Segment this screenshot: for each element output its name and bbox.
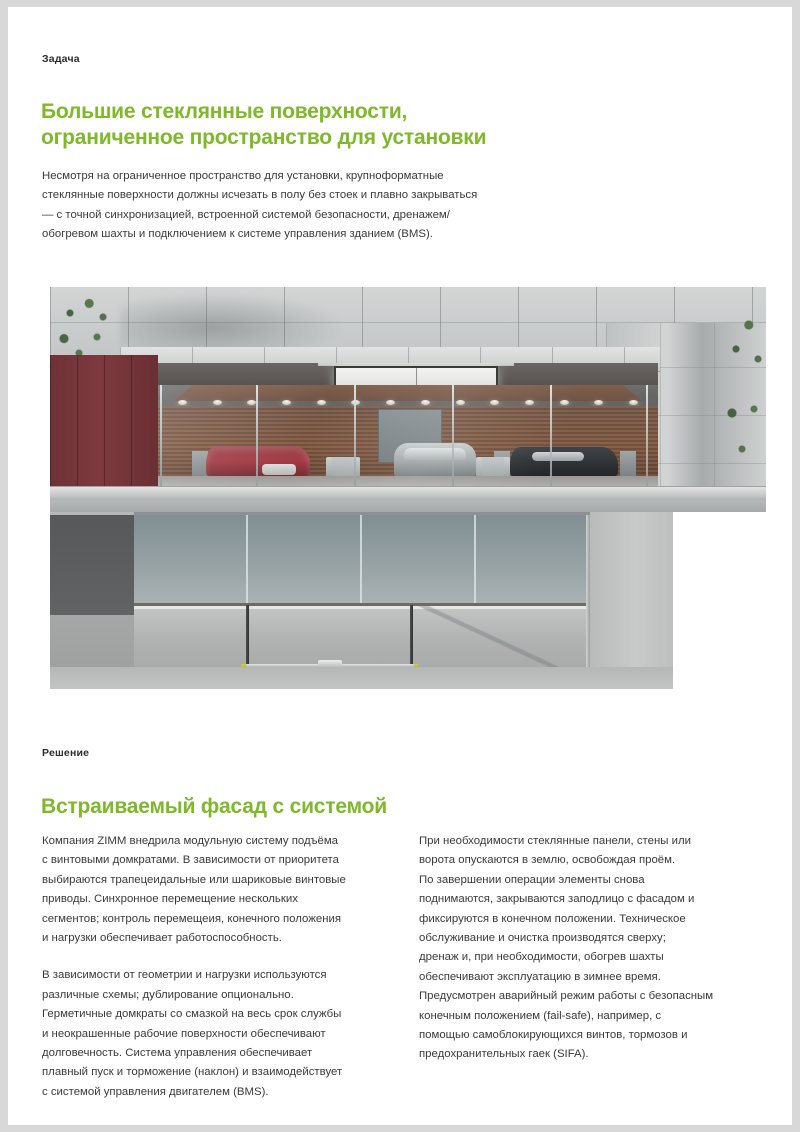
glass-mullion	[246, 515, 248, 603]
text-line: и неокрашенные рабочие поверхности обеспечивают	[42, 1027, 326, 1040]
red-wall-panel	[50, 355, 158, 486]
text-line: Предусмотрен аварийный режим работы с безопасным	[419, 990, 714, 1003]
text-line: помощью самоблокирующихся винтов, тормозов и	[419, 1029, 688, 1042]
figure-lower-shaft	[50, 512, 673, 689]
text-line: различные схемы; дублирование опционально.	[42, 988, 294, 1001]
text-line: долговечность. Система управления обеспечивает	[42, 1047, 313, 1060]
spotlight-icon	[213, 400, 222, 405]
dark-sports-car	[510, 447, 618, 477]
glass-mullion	[474, 515, 476, 603]
armchair	[326, 457, 360, 477]
shaft-dark-panel	[50, 515, 134, 615]
text-line: ворота опускаются в землю, освобождая проём.	[419, 854, 676, 867]
tree-foliage-left	[52, 289, 112, 369]
shaft-outer-wall-right	[590, 512, 673, 689]
solution-right-column	[419, 832, 758, 1120]
text-line: При необходимости стеклянные панели, стены или	[419, 835, 691, 847]
spotlight-row	[178, 398, 638, 406]
paragraph	[42, 832, 381, 948]
solution-left-column	[42, 832, 381, 1120]
text-line: с системой управления двигателем (BMS).	[42, 1085, 269, 1098]
headline-line: ограниченное пространство для установки	[41, 126, 487, 150]
spotlight-icon	[490, 400, 499, 405]
text-line: Компания ZIMM внедрила модульную систему подъёма	[42, 835, 339, 847]
spotlight-icon	[178, 400, 187, 405]
screw-jack-spindle	[410, 605, 413, 667]
text-line: с винтовыми домкратами. В зависимости от приоритета	[42, 854, 339, 867]
text-line: плавный пуск и торможение (наклон) и взаимодействует	[42, 1066, 343, 1079]
spotlight-icon	[351, 400, 360, 405]
silver-classic-car	[394, 443, 476, 477]
figure-upper-showroom	[50, 287, 766, 512]
text-line: приводы. Синхронное перемещение нескольких	[42, 893, 298, 906]
solution-section-eyebrow: Решение	[42, 747, 90, 759]
spotlight-icon	[247, 400, 256, 405]
text-line: сегментов; контроль перемещеия, конечного положения	[42, 912, 342, 925]
headline-line: Встраиваемый фасад с системой	[41, 795, 387, 819]
text-line: Герметичные домкраты со смазкой на весь срок службы	[42, 1008, 342, 1021]
intro-line: — с точной синхронизацией, встроенной системой безопасности, дренажем/	[42, 208, 450, 221]
problem-intro-paragraph	[42, 167, 572, 245]
text-line: и нагрузки обеспечивает работоспособность.	[42, 932, 282, 945]
problem-section-headline	[41, 99, 641, 151]
display-cabinet	[620, 451, 636, 477]
armchair	[476, 457, 510, 477]
spotlight-icon	[282, 400, 291, 405]
intro-line: Несмотря на ограниченное пространство для установки, крупноформатные	[42, 170, 444, 182]
red-sports-car	[206, 446, 310, 477]
ground-level-band	[50, 500, 766, 512]
spotlight-icon	[421, 400, 430, 405]
document-page	[8, 7, 792, 1125]
showroom-interior	[158, 363, 658, 486]
text-line: поднимаются, закрываются заподлицо с фасадом и	[419, 893, 695, 906]
glass-mullion	[360, 515, 362, 603]
intro-line: обогревом шахты и подключением к системе управления зданием (BMS).	[42, 228, 433, 241]
screw-jack-spindle	[246, 605, 249, 667]
solution-section-headline	[41, 794, 387, 820]
text-line: дренаж и, при необходимости, обогрев шахты	[419, 951, 664, 964]
paragraph	[42, 966, 381, 1102]
spotlight-icon	[629, 400, 638, 405]
text-line: обеспечивают эксплуатацию в зимнее время.	[419, 970, 661, 983]
text-line: обслуживание и очистка производятся сверху;	[419, 932, 666, 945]
paragraph	[419, 832, 758, 1065]
spotlight-icon	[456, 400, 465, 405]
text-line: конечным положением (fail-safe), например, с	[419, 1009, 662, 1022]
spotlight-icon	[386, 400, 395, 405]
intro-line: стеклянные поверхности должны исчезать в полу без стоек и плавно закрываться	[42, 189, 478, 202]
problem-section-eyebrow: Задача	[42, 53, 80, 65]
retracted-glass-panel	[134, 515, 590, 606]
shaft-floor	[50, 667, 673, 689]
showroom-floor	[158, 476, 658, 486]
spotlight-icon	[594, 400, 603, 405]
spotlight-icon	[560, 400, 569, 405]
text-line: По завершении операции элементы снова	[419, 873, 645, 886]
headline-line: Большие стеклянные поверхности,	[41, 100, 408, 124]
floor-slab-edge	[50, 486, 766, 501]
text-line: предохранительных гаек (SIFA).	[419, 1048, 589, 1061]
text-line: В зависимости от геометрии и нагрузки используются	[42, 969, 327, 982]
architectural-render-figure	[50, 287, 766, 689]
text-line: выбираются трапецеидальные или шариковые винтовые	[42, 873, 346, 886]
tree-foliage-right	[724, 289, 764, 489]
solution-body-columns	[42, 832, 758, 1120]
spotlight-icon	[317, 400, 326, 405]
text-line: фиксируются в конечном положении. Техническое	[419, 912, 686, 925]
spotlight-icon	[525, 400, 534, 405]
